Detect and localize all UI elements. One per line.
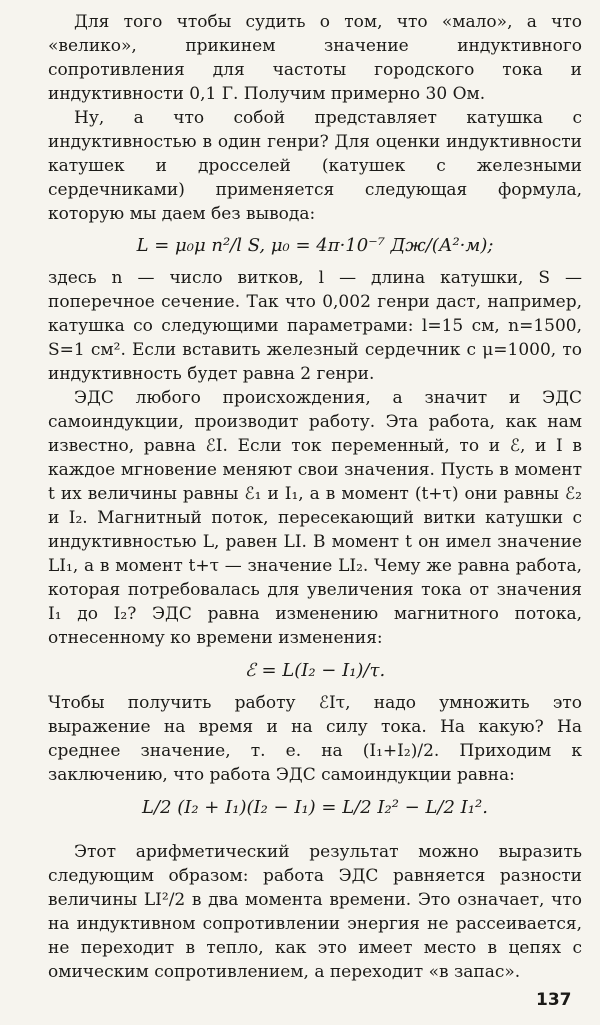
emf-formula: ℰ = L(I₂ − I₁)/τ. — [244, 660, 386, 681]
page-number: 137 — [536, 990, 572, 1010]
paragraph: ЭДС любого происхождения, а значит и ЭДС самоиндукции, производит работу. Эта работа, как нам известно, равна ℰI. Если ток переменный, то и ℰ, и I в каждое мгновение меняют свои значения. Пусть в момент t их величины равны ℰ₁ и I₁, а в момент (t+τ) они равны ℰ₂ и I₂. Магнитный поток, пересекающий витки катушки с индуктивностью L, равен LI. В момент t он имел значение LI₁, а в момент t+τ — значение LI₂. Чему же равна работа, которая потребовалась для увеличения тока от значения I₁ до I₂? ЭДС равна изменению магнитного потока, отнесенному ко времени изменения: — [48, 388, 582, 648]
text-column — [48, 10, 582, 984]
paragraph: Для того чтобы судить о том, что «мало», а что «велико», прикинем значение индуктивного сопротивления для частоты городского тока и индуктивности 0,1 Г. Получим примерно 30 Ом. — [48, 12, 582, 104]
work-formula: L/2 (I₂ + I₁)(I₂ − I₁) = L/2 I₂² − L/2 I₁². — [142, 797, 488, 818]
paragraph: Чтобы получить работу ℰIτ, надо умножить это выражение на время и на силу тока. На какую? На среднее значение, т. е. на (I₁+I₂)/2. Приходим к заключению, что работа ЭДС самоиндукции равна: — [48, 693, 582, 785]
paragraph: здесь n — число витков, l — длина катушки, S — поперечное сечение. Так что 0,002 генри даст, например, катушка со следующими параметрами: l=15 см, n=1500, S=1 см². Если вставить железный сердечник с μ=1000, то индуктивность будет равна 2 генри. — [48, 268, 582, 384]
inductance-formula: L = μ₀μ n²/l S, μ₀ = 4π·10⁻⁷ Дж/(А²·м); — [136, 235, 494, 256]
paragraph: Этот арифметический результат можно выразить следующим образом: работа ЭДС равняется разности величины LI²/2 в два момента времени. Это означает, что на индуктивном сопротивлении энергия не рассеивается, не переходит в тепло, как это имеет место в цепях с омическим сопротивлением, а переходит «в запас». — [48, 842, 582, 982]
paragraph: Ну, а что собой представляет катушка с индуктивностью в один генри? Для оценки индуктивности катушек и дросселей (катушек с железными сердечниками) применяется следующая формула, которую мы даем без вывода: — [48, 108, 582, 224]
